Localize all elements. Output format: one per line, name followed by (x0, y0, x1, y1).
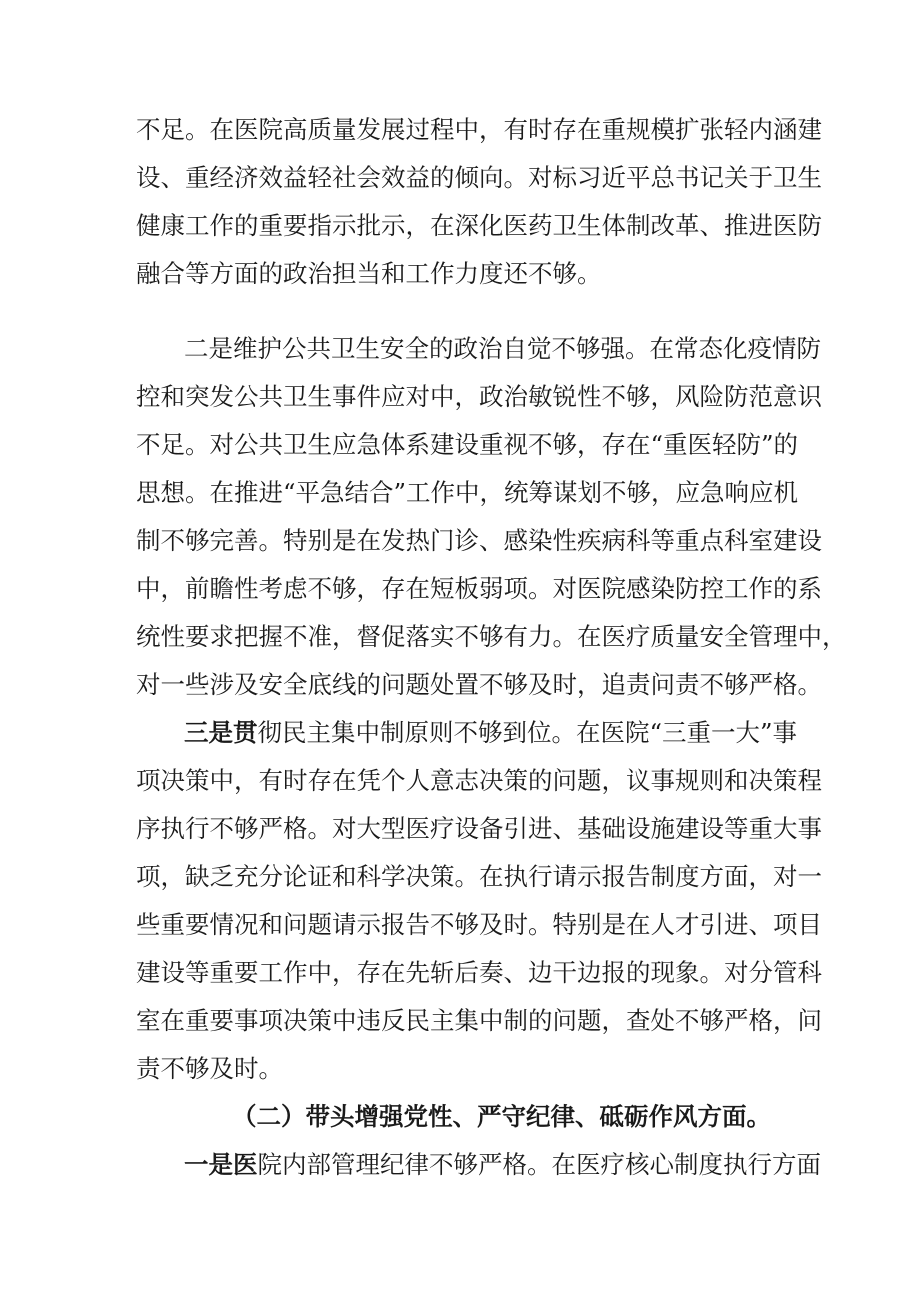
text-line: 思想。在推进“平急结合”工作中，统筹谋划不够，应急响应机 (136, 478, 799, 507)
lead-phrase: 一是医 (184, 1150, 258, 1179)
text-line: 建设等重要工作中，存在先斩后奏、边干边报的现象。对分管科 (136, 958, 822, 987)
text-line: 制不够完善。特别是在发热门诊、感染性疾病科等重点科室建设 (136, 526, 822, 555)
text-line (184, 1149, 821, 1181)
text-line (184, 717, 796, 749)
text-line: 不足。对公共卫生应急体系建设重视不够，存在“重医轻防”的 (136, 430, 799, 459)
lead-phrase: 三是贯 (184, 718, 258, 747)
text-line: 控和突发公共卫生事件应对中，政治敏锐性不够，风险防范意识 (136, 382, 822, 411)
text-line: 二是维护公共卫生安全的政治自觉不够强。在常态化疫情防 (184, 334, 821, 363)
text-line: 设、重经济效益轻社会效益的倾向。对标习近平总书记关于卫生 (136, 163, 822, 192)
text-line: 些重要情况和问题请示报告不够及时。特别是在人才引进、项目 (136, 910, 822, 939)
text-run: 彻民主集中制原则不够到位。在医院“三重一大”事 (257, 718, 798, 747)
text-line: 责不够及时。 (136, 1054, 283, 1083)
text-line: 健康工作的重要指示批示，在深化医药卫生体制改革、推进医防 (136, 211, 822, 240)
text-run: 院内部管理纪律不够严格。在医疗核心制度执行方面 (257, 1150, 821, 1179)
text-line: 中，前瞻性考虑不够，存在短板弱项。对医院感染防控工作的系 (136, 574, 822, 603)
text-line: 项决策中，有时存在凭个人意志决策的问题，议事规则和决策程 (136, 766, 822, 795)
text-line: 室在重要事项决策中违反民主集中制的问题，查处不够严格，问 (136, 1006, 822, 1035)
text-line: 对一些涉及安全底线的问题处置不够及时，追责问责不够严格。 (136, 670, 822, 699)
text-line: 不足。在医院高质量发展过程中，有时存在重规模扩张轻内涵建 (136, 115, 822, 144)
text-line: 融合等方面的政治担当和工作力度还不够。 (136, 259, 602, 288)
text-line: 项，缺乏充分论证和科学决策。在执行请示报告制度方面，对一 (136, 862, 822, 891)
text-line: 统性要求把握不准，督促落实不够有力。在医疗质量安全管理中， (136, 622, 847, 651)
section-heading: （二）带头增强党性、严守纪律、砥砺作风方面。 (232, 1102, 771, 1131)
text-line: 序执行不够严格。对大型医疗设备引进、基础设施建设等重大事 (136, 814, 822, 843)
